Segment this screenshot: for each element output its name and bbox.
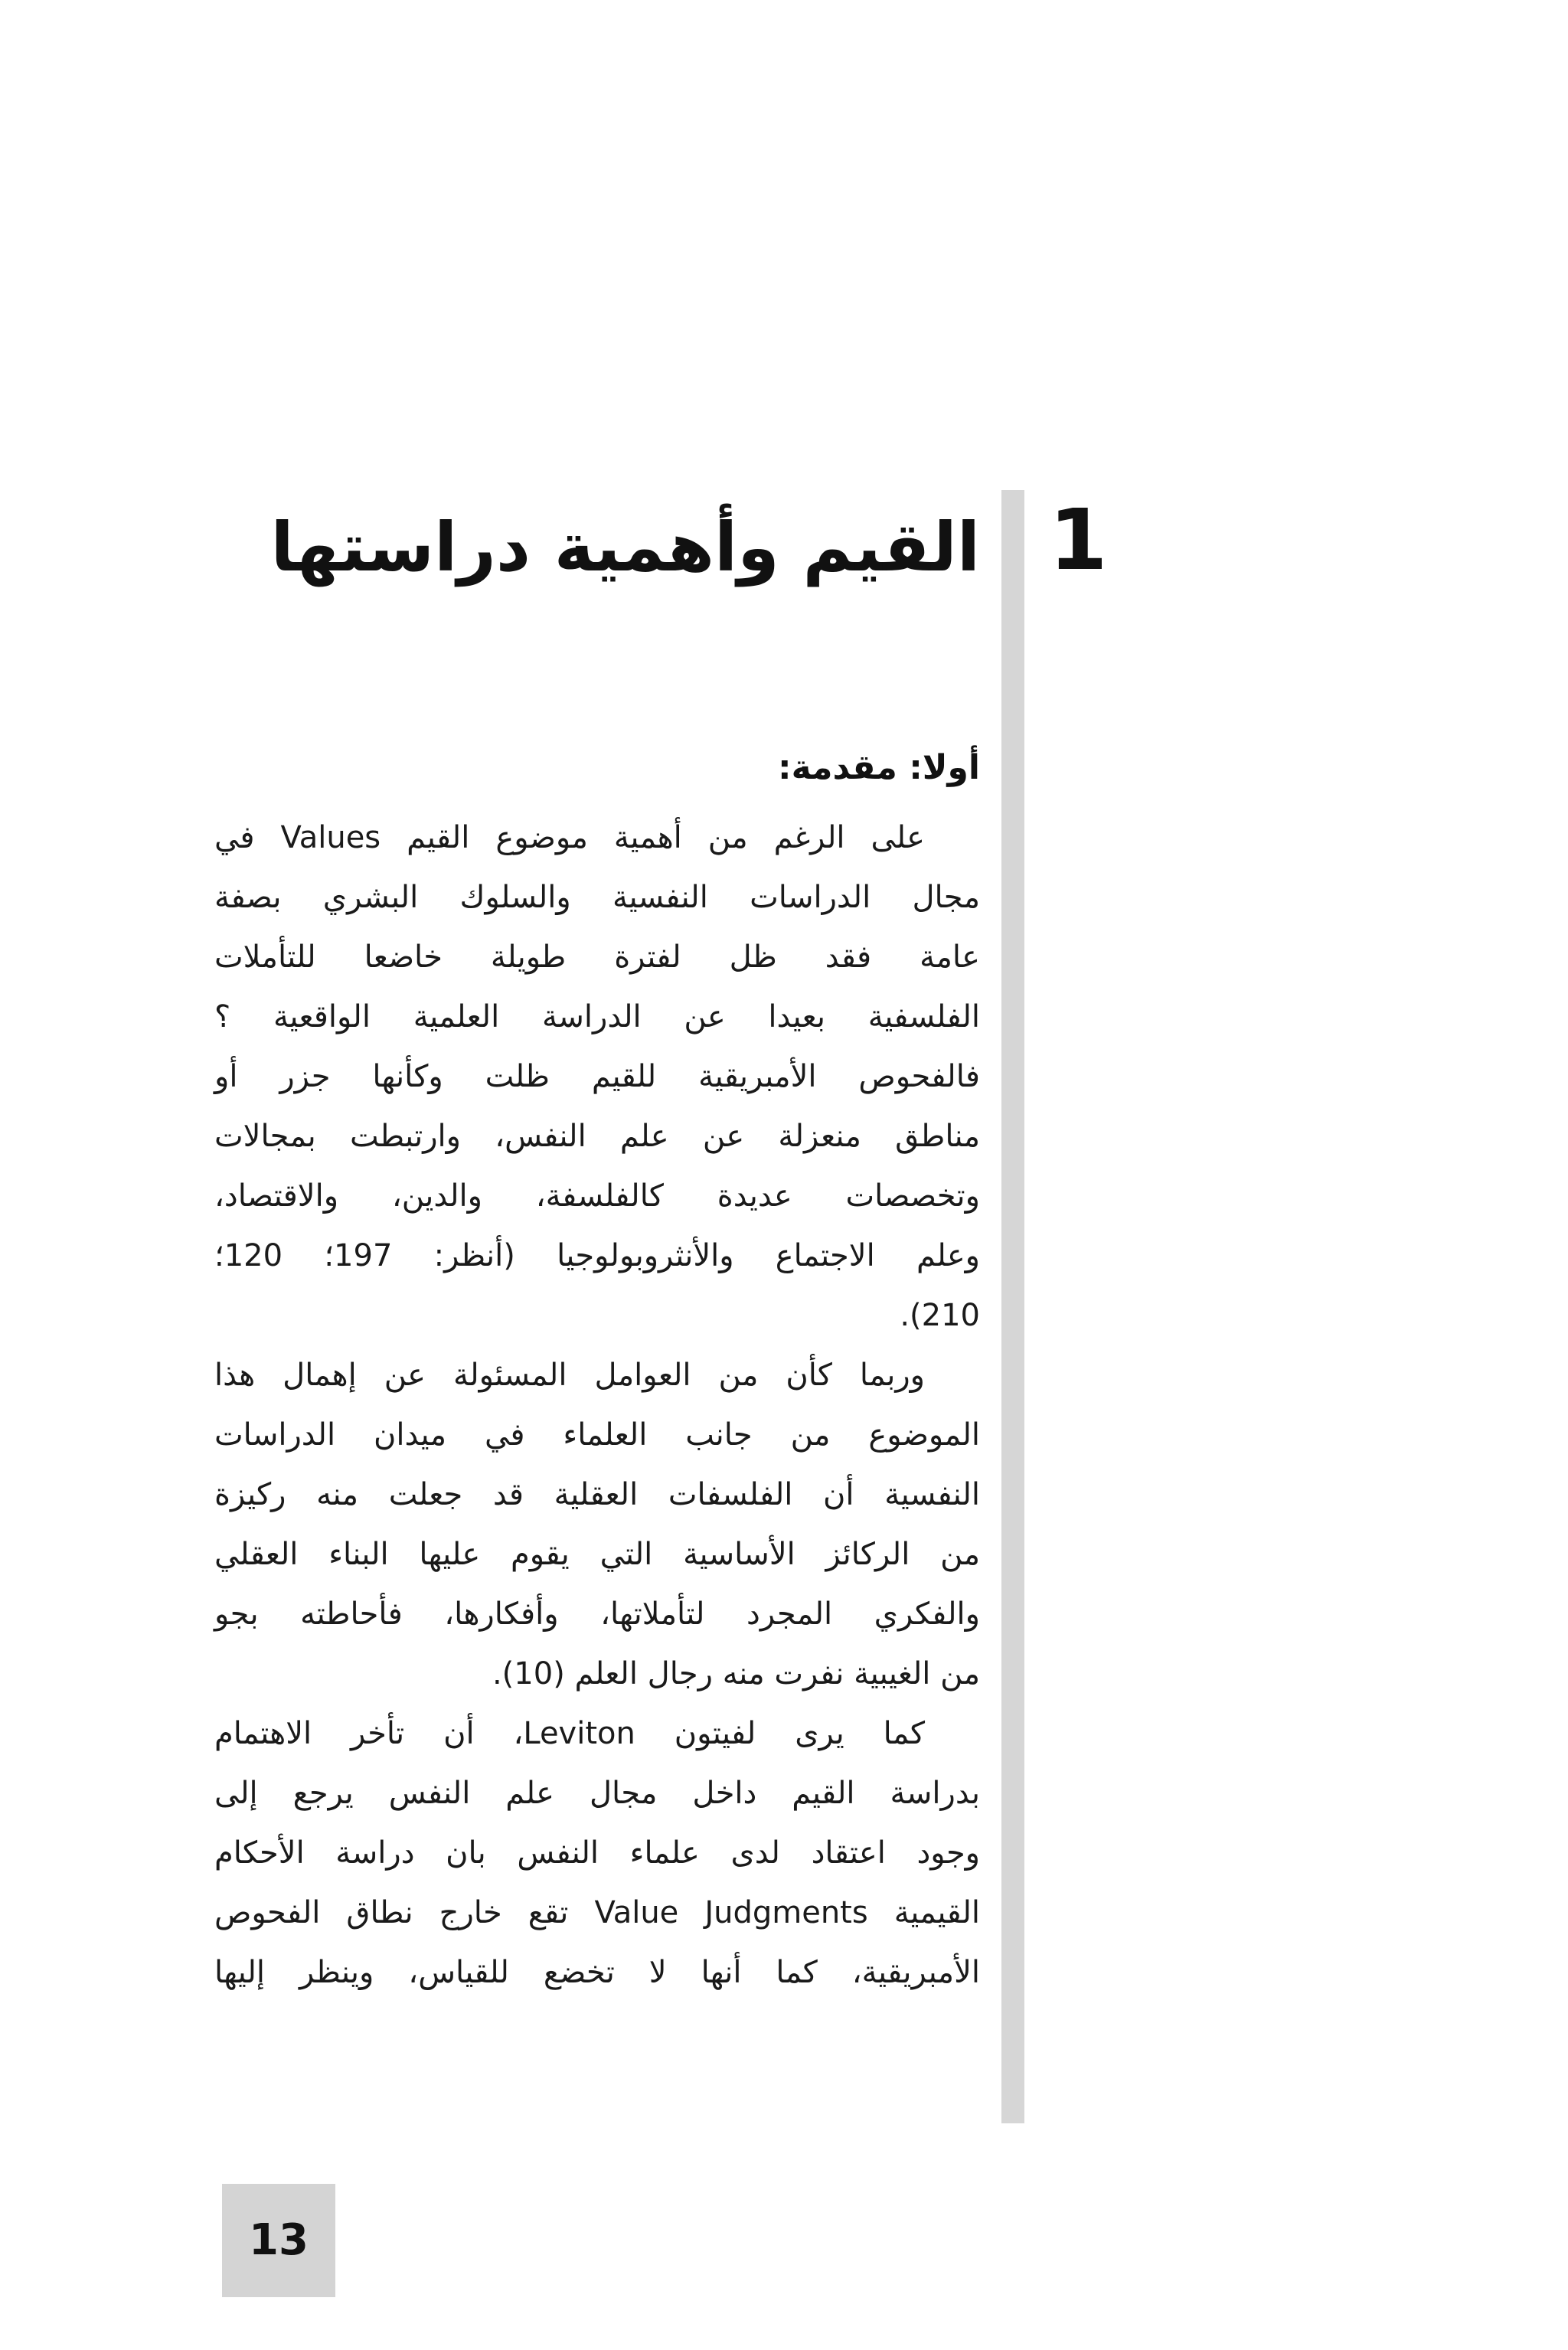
chapter-number: 1 bbox=[1049, 491, 1108, 589]
text-line: القيمية Value Judgments تقع خارج نطاق الفحوص bbox=[214, 1895, 980, 1930]
text-line: 210). bbox=[900, 1298, 980, 1333]
text-line: مجال الدراسات النفسية والسلوك البشري بصفة bbox=[214, 880, 980, 915]
text-line: وربما كأن من العوامل المسئولة عن إهمال هذا bbox=[214, 1358, 925, 1393]
text-line: بدراسة القيم داخل مجال علم النفس يرجع إلى bbox=[214, 1776, 980, 1811]
text-line: مناطق منعزلة عن علم النفس، وارتبطت بمجالات bbox=[214, 1119, 980, 1154]
section-heading: أولا: مقدمة: bbox=[778, 748, 980, 787]
paragraph bbox=[214, 1345, 980, 1704]
text-line: وتخصصات عديدة كالفلسفة، والدين، والاقتصاد، bbox=[214, 1178, 980, 1214]
text-line: النفسية أن الفلسفات العقلية قد جعلت منه ركيزة bbox=[214, 1477, 980, 1512]
text-line: من الركائز الأساسية التي يقوم عليها البناء العقلي bbox=[214, 1537, 980, 1572]
text-line: كما يرى لفيتون Leviton، أن تأخر الاهتمام bbox=[214, 1716, 925, 1751]
text-line: من الغيبية نفرت منه رجال العلم (10). bbox=[492, 1656, 980, 1691]
chapter-title: القيم وأهمية دراستها bbox=[270, 508, 980, 587]
paragraph bbox=[214, 1704, 980, 2002]
text-line: وجود اعتقاد لدى علماء النفس بان دراسة الأحكام bbox=[214, 1835, 980, 1871]
text-line: فالفحوص الأمبريقية للقيم ظلت وكأنها جزر أو bbox=[214, 1059, 980, 1094]
page-number-box bbox=[222, 2184, 335, 2297]
text-line: والفكري المجرد لتأملاتها، وأفكارها، فأحاطته بجو bbox=[214, 1597, 980, 1632]
text-line: الأمبريقية، كما أنها لا تخضع للقياس، وينظر إليها bbox=[214, 1955, 980, 1990]
text-line: الفلسفية بعيدا عن الدراسة العلمية الواقعية ؟ bbox=[214, 999, 980, 1034]
text-line: عامة فقد ظل لفترة طويلة خاضعا للتأملات bbox=[214, 940, 980, 975]
text-line: على الرغم من أهمية موضوع القيم Values في bbox=[214, 820, 925, 855]
body-text bbox=[214, 808, 980, 2002]
text-line: الموضوع من جانب العلماء في ميدان الدراسات bbox=[214, 1417, 980, 1453]
paragraph bbox=[214, 808, 980, 1345]
text-line: وعلم الاجتماع والأنثروبولوجيا (أنظر: 197؛ 120؛ bbox=[214, 1238, 981, 1273]
page-number: 13 bbox=[249, 2215, 309, 2265]
margin-rule bbox=[1001, 490, 1024, 2123]
